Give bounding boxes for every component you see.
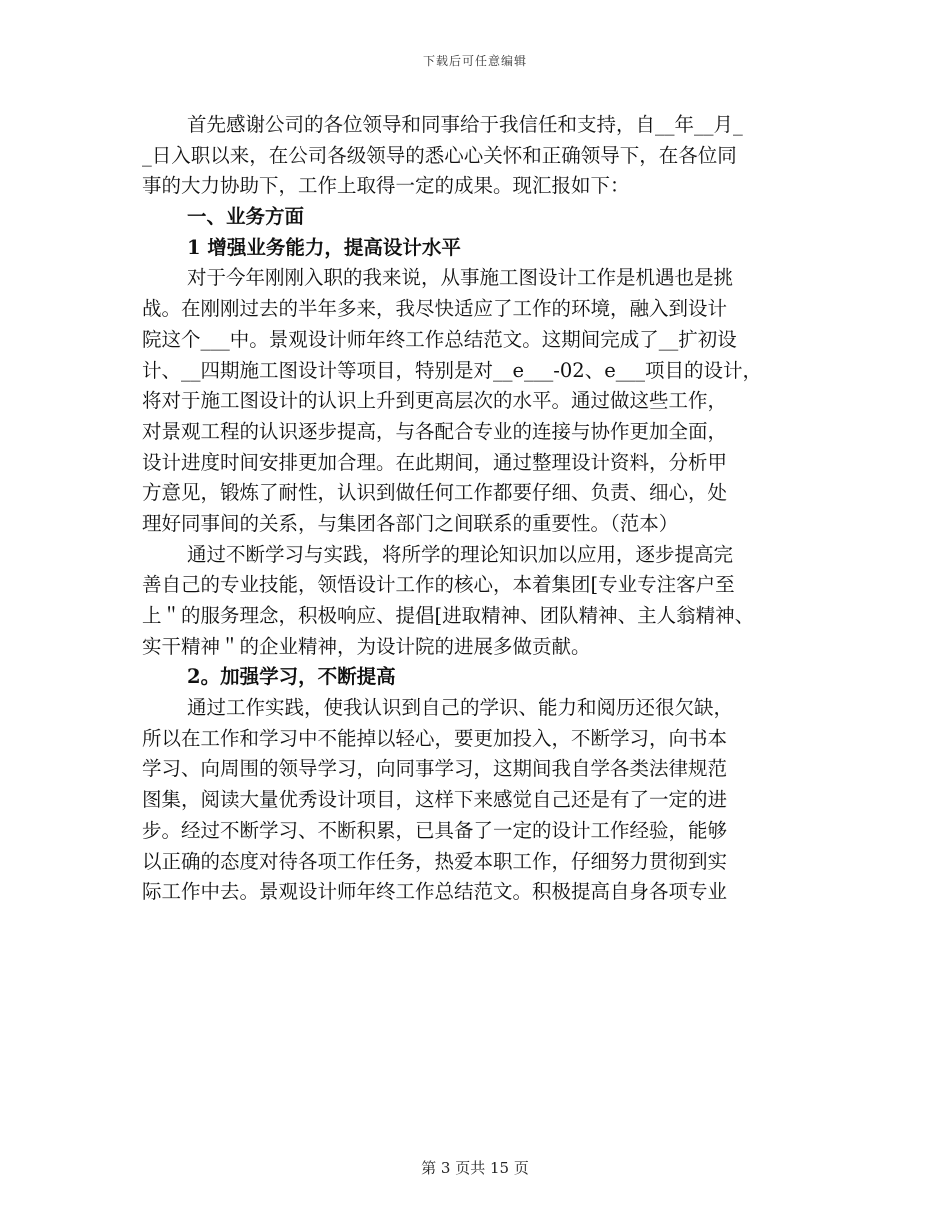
text-line: 际工作中去。景观设计师年终工作总结范文。积极提高自身各项专业 (142, 880, 728, 904)
text-line: 设计进度时间安排更加合理。在此期间，通过整理设计资料，分析甲 (142, 450, 728, 474)
text-line: _日入职以来，在公司各级领导的悉心心关怀和正确领导下，在各位同 (142, 143, 737, 167)
text-line: 所以在工作和学习中不能掉以轻心，要更加投入，不断学习，向书本 (142, 726, 728, 750)
text-line: 善自己的专业技能，领悟设计工作的核心，本着集团[专业专注客户至 (142, 573, 735, 597)
text-line: 通过工作实践，使我认识到自己的学识、能力和阅历还很欠缺， (187, 696, 734, 720)
text-line: 对于今年刚刚入职的我来说，从事施工图设计工作是机遇也是挑 (187, 266, 734, 290)
text-line: 学习、向周围的领导学习，向同事学习，这期间我自学各类法律规范 (142, 757, 728, 781)
text-line: 院这个___中。景观设计师年终工作总结范文。这期间完成了__扩初设 (142, 327, 737, 351)
text-line: 事的大力协助下，工作上取得一定的成果。现汇报如下： (142, 174, 630, 198)
section-heading: 2。加强学习，不断提高 (187, 665, 396, 689)
text-line: 将对于施工图设计的认识上升到更高层次的水平。通过做这些工作， (142, 389, 728, 413)
page-footer: 第 3 页共 15 页 (421, 1159, 529, 1177)
text-line: 理好同事间的关系，与集团各部门之间联系的重要性。（范本） (142, 511, 679, 535)
text-line: 计、__四期施工图设计等项目，特别是对__e___-02、e___项目的设计， (142, 358, 762, 382)
text-line: 方意见，锻炼了耐性，认识到做任何工作都要仔细、负责、细心，处 (142, 481, 728, 505)
section-heading: 1 增强业务能力，提高设计水平 (187, 235, 461, 259)
text-line: 战。在刚刚过去的半年多来，我尽快适应了工作的环境，融入到设计 (142, 297, 728, 321)
text-line: 对景观工程的认识逐步提高，与各配合专业的连接与协作更加全面， (142, 419, 728, 443)
document-body (142, 110, 822, 908)
text-line: 通过不断学习与实践，将所学的理论知识加以应用，逐步提高完 (187, 542, 734, 566)
text-line: 图集，阅读大量优秀设计项目，这样下来感觉自己还是有了一定的进 (142, 788, 728, 812)
text-line: 以正确的态度对待各项工作任务，热爱本职工作，仔细努力贯彻到实 (142, 849, 728, 873)
text-line: 首先感谢公司的各位领导和同事给于我信任和支持，自__年__月_ (187, 113, 743, 136)
text-line: 上＂的服务理念，积极响应、提倡[进取精神、团队精神、主人翁精神、 (142, 604, 755, 627)
text-line: 步。经过不断学习、不断积累，已具备了一定的设计工作经验，能够 (142, 818, 728, 842)
page-header: 下载后可任意编辑 (422, 54, 527, 68)
section-heading: 一、业务方面 (187, 205, 305, 229)
text-line: 实干精神＂的企业精神，为设计院的进展多做贡献。 (142, 634, 591, 658)
